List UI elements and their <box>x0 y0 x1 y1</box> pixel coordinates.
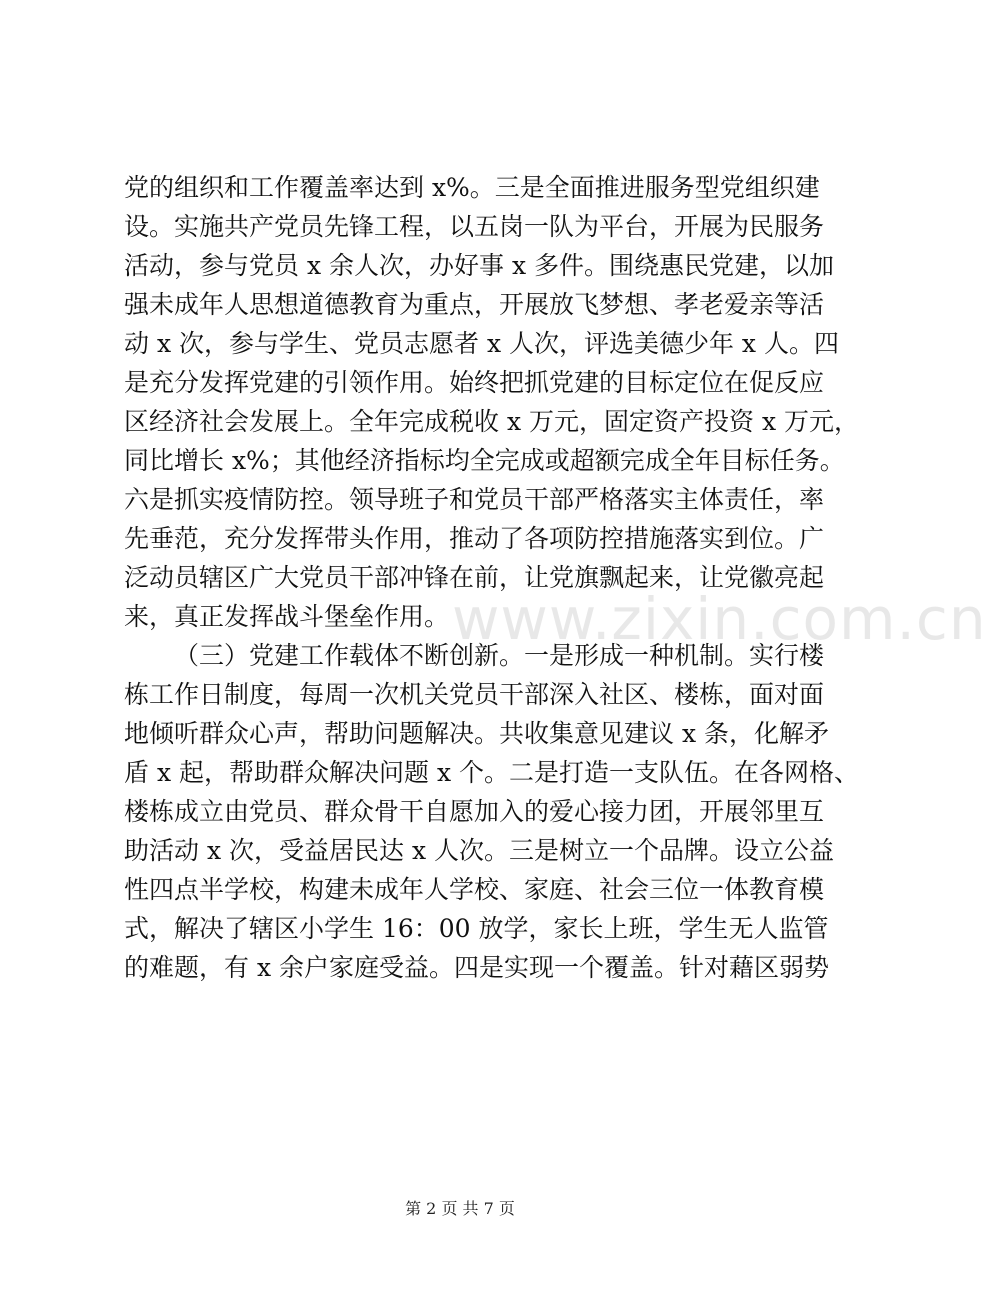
text-line: 来，真正发挥战斗堡垒作用。 <box>124 602 450 631</box>
document-body <box>124 168 859 987</box>
page-footer: 第 2 页 共 7 页 <box>405 1199 515 1218</box>
watermark: www.zixin.com.cn <box>452 585 987 653</box>
text-line: 的难题，有 x 余户家庭受益。四是实现一个覆盖。针对藉区弱势 <box>124 953 829 982</box>
text-line: 是充分发挥党建的引领作用。始终把抓党建的目标定位在促反应 <box>124 368 825 397</box>
text-line: 性四点半学校，构建未成年人学校、家庭、社会三位一体教育模 <box>124 875 825 904</box>
text-line: 党的组织和工作覆盖率达到 x%。三是全面推进服务型党组织建 <box>124 173 820 202</box>
text-line: 同比增长 x%；其他经济指标均全完成或超额完成全年目标任务。 <box>124 446 845 475</box>
text-line: 盾 x 起，帮助群众解决问题 x 个。二是打造一支队伍。在各网格、 <box>124 758 859 787</box>
text-line: 动 x 次，参与学生、党员志愿者 x 人次，评选美德少年 x 人。四 <box>124 329 839 358</box>
text-line: 助活动 x 次，受益居民达 x 人次。三是树立一个品牌。设立公益 <box>124 836 834 865</box>
text-line: 泛动员辖区广大党员干部冲锋在前，让党旗飘起来，让党徽亮起 <box>124 563 825 592</box>
text-line: 式，解决了辖区小学生 16：00 放学，家长上班，学生无人监管 <box>124 914 829 943</box>
text-line: 六是抓实疫情防控。领导班子和党员干部严格落实主体责任，率 <box>124 485 825 514</box>
text-line: 强未成年人思想道德教育为重点，开展放飞梦想、孝老爱亲等活 <box>124 290 825 319</box>
text-line: 区经济社会发展上。全年完成税收 x 万元，固定资产投资 x 万元， <box>124 407 859 436</box>
text-line: 栋工作日制度，每周一次机关党员干部深入社区、楼栋，面对面 <box>124 680 825 709</box>
text-line: 设。实施共产党员先锋工程，以五岗一队为平台，开展为民服务 <box>124 212 825 241</box>
text-line: 楼栋成立由党员、群众骨干自愿加入的爱心接力团，开展邻里互 <box>124 797 825 826</box>
text-line: 地倾听群众心声，帮助问题解决。共收集意见建议 x 条，化解矛 <box>124 719 829 748</box>
section-heading-line: （三）党建工作载体不断创新。一是形成一种机制。实行楼 <box>174 641 825 670</box>
text-line: 活动，参与党员 x 余人次，办好事 x 多件。围绕惠民党建，以加 <box>124 251 834 280</box>
text-line: 先垂范，充分发挥带头作用，推动了各项防控措施落实到位。广 <box>124 524 825 553</box>
